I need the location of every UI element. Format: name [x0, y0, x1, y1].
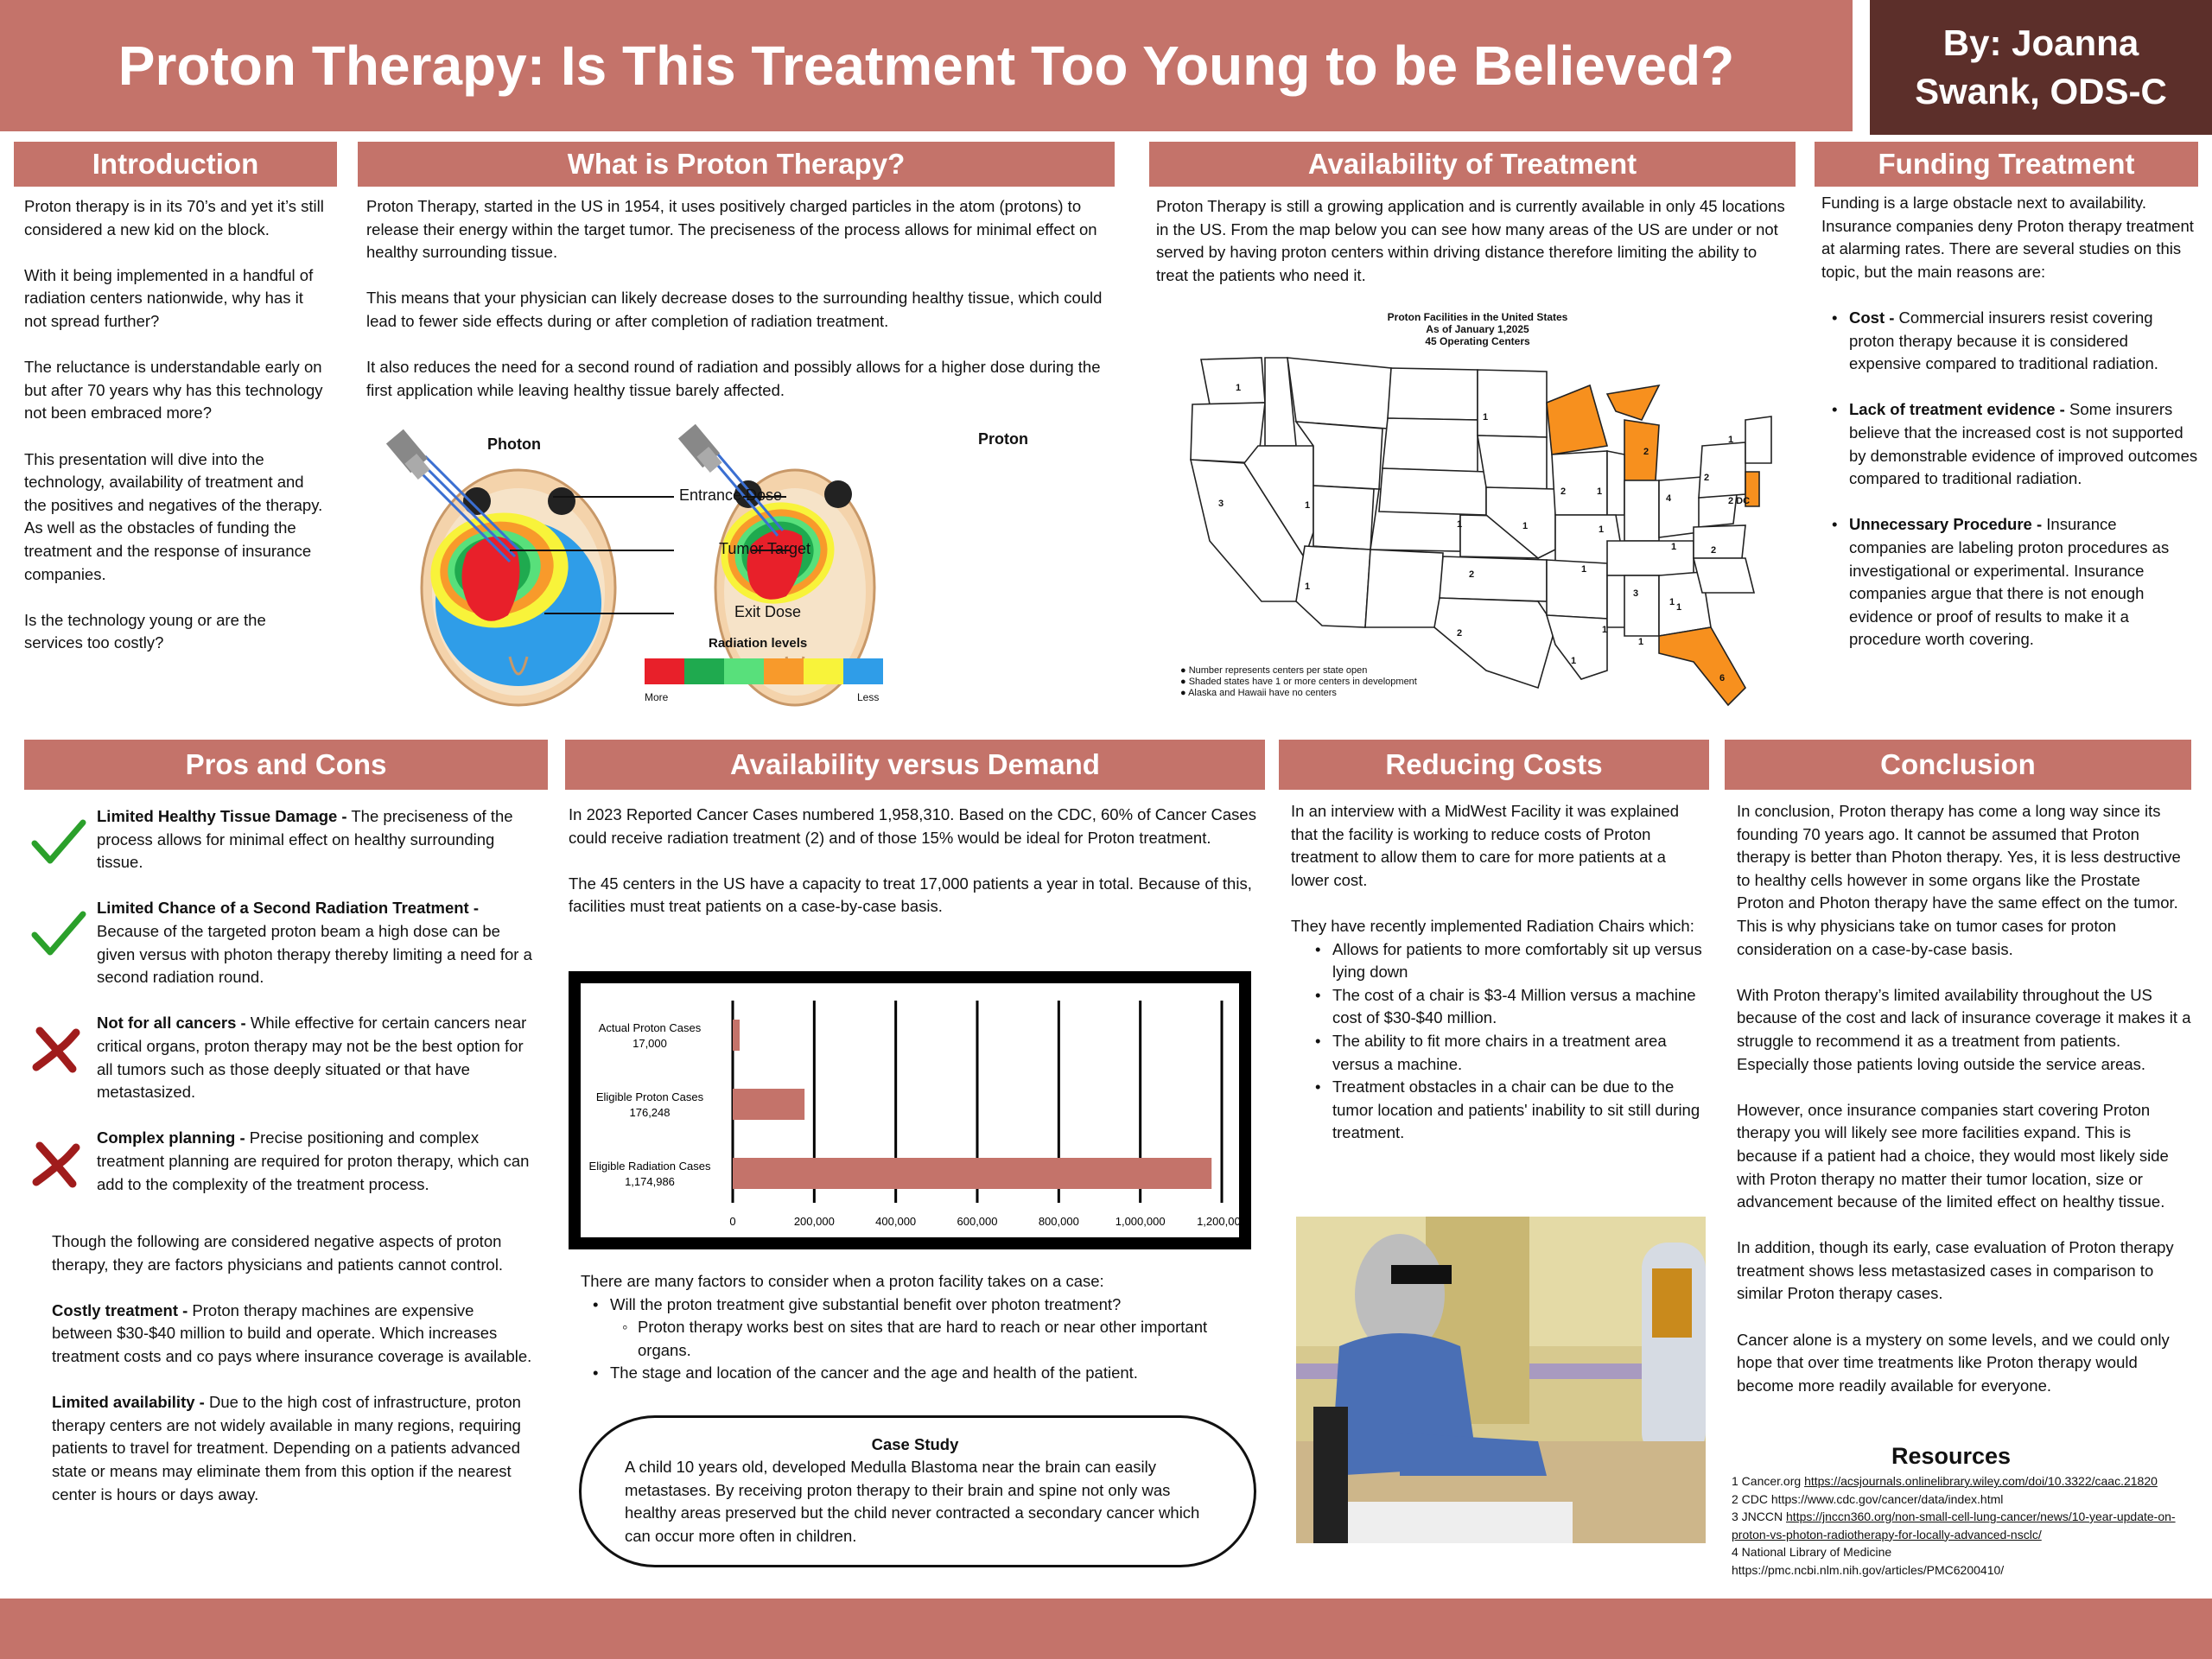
factor-sublist: [610, 1316, 1263, 1362]
footer-bar: [0, 1599, 2212, 1659]
radiation-legend-title: Radiation levels: [709, 636, 808, 651]
chair-benefit-item: • Allows for patients to more comfortably sit up versus lying down: [1305, 938, 1706, 984]
conclusion-paragraph: In addition, though its early, case evaluation of Proton therapy treatment shows less metastasized cases in comparison to similar Proton therapy cases.: [1737, 1238, 2174, 1303]
case-study-title: Case Study: [871, 1435, 959, 1453]
category-label: Actual Proton Cases: [598, 1021, 702, 1034]
factor-item: • The stage and location of the cancer and the age and health of the patient.: [582, 1362, 1263, 1385]
svg-text:2: 2: [1711, 545, 1717, 556]
category-label: Eligible Proton Cases: [595, 1090, 704, 1103]
what-paragraph: This means that your physician can likely decrease doses to the surrounding healthy tissue, which could lead to fewer side effects during or after completion of radiation treatment.: [366, 289, 1103, 330]
intro-paragraph: Proton therapy is in its 70’s and yet it’s still considered a new kid on the block.: [24, 197, 324, 238]
resources-list: [1732, 1472, 2195, 1579]
what-paragraph: It also reduces the need for a second round of radiation and possibly allows for a higher dose during the first application while leaving healthy tissue barely affected.: [366, 358, 1101, 399]
funding-heading: Funding Treatment: [1815, 142, 2198, 187]
intro-paragraph: The reluctance is understandable early on but after 70 years why has this technology not been embraced more?: [24, 358, 323, 423]
svg-text:1: 1: [1305, 500, 1311, 511]
pros-extra-intro: Though the following are considered negative aspects of proton therapy, they are factors physicians and patients cannot control.: [52, 1232, 504, 1274]
radiation-chair-photo: [1296, 1217, 1706, 1543]
x-mark-icon: [31, 1012, 97, 1103]
reducing-body: [1291, 800, 1706, 1145]
legend-more-label: More: [645, 691, 669, 703]
category-value-label: 17,000: [632, 1037, 667, 1050]
legend-swatch: [764, 658, 804, 684]
author-line-2: Swank, ODS-C: [1915, 71, 2167, 111]
svg-text:1: 1: [1676, 602, 1682, 613]
legend-swatch: [804, 658, 843, 684]
category-value-label: 1,174,986: [625, 1175, 675, 1188]
svg-text:1: 1: [1581, 564, 1587, 575]
radiation-chair-photo-graphic: [1296, 1217, 1706, 1543]
funding-reason-item: • Lack of treatment evidence - Some insurers believe that the increased cost is not supported by demonstrable evidence of improved outcomes compared to traditional radiation.: [1821, 398, 2198, 490]
map-title: Proton Facilities in the United States As of January 1,2025 45 Operating Centers: [1387, 311, 1568, 347]
category-label: Eligible Radiation Cases: [588, 1160, 711, 1173]
funding-reason-item: • Cost - Commercial insurers resist covering proton therapy because it is considered expensive compared to traditional radiation.: [1821, 307, 2198, 376]
avd-paragraph: The 45 centers in the US have a capacity to treat 17,000 patients a year in total. Because of this, facilities must treat patients on a case-by-case basis.: [569, 874, 1252, 916]
cases-bar-chart: [569, 971, 1251, 1249]
legend-less-label: Less: [857, 691, 880, 703]
svg-text:1: 1: [1597, 486, 1603, 497]
photon-proton-diagram: [380, 415, 1028, 717]
reducing-paragraph: They have recently implemented Radiation Chairs which:: [1291, 916, 1694, 935]
svg-text:1: 1: [1728, 435, 1734, 445]
chair-benefit-item: • The cost of a chair is $3-4 Million versus a machine cost of $30-$40 million.: [1305, 984, 1706, 1030]
resource-item: 3 JNCCN https://jnccn360.org/non-small-cell-lung-cancer/news/10-year-update-on-proton-vs-photon-radiotherapy-for-locally-advanced-nsclc/: [1732, 1510, 2176, 1541]
funding-reasons-list: [1821, 307, 2198, 652]
chart-bar: [733, 1020, 740, 1051]
factor-subitem: ◦ Proton therapy works best on sites that are hard to reach or near other important organs.: [610, 1316, 1263, 1362]
svg-text:3: 3: [1633, 588, 1639, 599]
reducing-heading: Reducing Costs: [1279, 740, 1709, 790]
conclusion-paragraph: Cancer alone is a mystery on some levels, and we could only hope that over time treatments like Proton therapy would become more readily available for everyone.: [1737, 1330, 2170, 1395]
what-paragraph: Proton Therapy, started in the US in 1954, it uses positively charged particles in the atom (protons) to release their energy within the target tumor. The preciseness of the process allows for minimal effect on healthy surrounding tissue.: [366, 197, 1097, 262]
conclusion-paragraph: However, once insurance companies start covering Proton therapy you will likely see more facilities expand. This is because if a patient had a choice, they would most likely side with Proton therapy no matter their tumor location, size or advancement because of the limited effect on healthy tissue.: [1737, 1100, 2169, 1211]
conclusion-paragraph: With Proton therapy’s limited availability throughout the US because of the cost and lack of insurance coverage it makes it a struggle to recommend it as a treatment from patients. Especially those patients loving outside the service areas.: [1737, 985, 2191, 1073]
entrance-dose-label: Entrance Dose: [679, 486, 783, 504]
case-study-box: [579, 1415, 1256, 1567]
svg-text:1: 1: [1602, 625, 1608, 635]
svg-text:3: 3: [1218, 499, 1224, 509]
x-tick-label: 1,000,000: [1115, 1215, 1166, 1228]
funding-reason-item: • Unnecessary Procedure - Insurance companies are labeling proton procedures as investigational or experimental. Insurance companies argue that there is not enough evidence or proof of results to make it a procedure worth covering.: [1821, 513, 2198, 652]
limited-availability-item: Limited availability - Due to the high cost of infrastructure, proton therapy centers are not widely available in many regions, requiring patients to travel for treatment. Depending on a patients advanced state or means may eliminate them from this option if the nearest center is hours or days away.: [52, 1393, 521, 1503]
x-tick-label: 200,000: [793, 1215, 835, 1228]
chair-benefit-item: • Treatment obstacles in a chair can be due to the tumor location and patients' inability to sit still during treatment.: [1305, 1076, 1706, 1145]
checkmark-icon: [31, 805, 97, 874]
funding-intro: Funding is a large obstacle next to availability. Insurance companies deny Proton therapy treatment at alarming rates. There are several studies on this topic, but the main reasons are:: [1821, 194, 2194, 281]
x-tick-label: 0: [729, 1215, 736, 1228]
chair-benefits-list: [1305, 938, 1706, 1145]
pros-cons-item: [31, 1127, 541, 1196]
pros-cons-item: [31, 897, 541, 988]
resource-link[interactable]: https://acsjournals.onlinelibrary.wiley.com/doi/10.3322/caac.21820: [1804, 1474, 2158, 1488]
chart-bar: [733, 1089, 804, 1120]
costly-treatment-item: Costly treatment - Proton therapy machines are expensive between $30-$40 million to build and operate. Which increases treatment costs and co pays where insurance coverage is available.: [52, 1300, 532, 1365]
photon-label: Photon: [487, 435, 541, 453]
factors-list: [582, 1294, 1263, 1385]
svg-text:1: 1: [1571, 656, 1577, 666]
legend-swatch: [843, 658, 883, 684]
funding-body: [1821, 192, 2198, 674]
svg-text:6: 6: [1719, 673, 1726, 683]
pros-cons-text: Not for all cancers - While effective for certain cancers near critical organs, proton therapy may not be the best option for all tumors such as those deeply situated or that have metastasized.: [97, 1014, 527, 1102]
resource-item: https://pmc.ncbi.nlm.nih.gov/articles/PMC6200410/: [1732, 1562, 2005, 1577]
pros-heading: Pros and Cons: [24, 740, 548, 790]
category-value-label: 176,248: [629, 1106, 671, 1119]
pros-cons-list: [31, 805, 541, 1219]
conclusion-heading: Conclusion: [1725, 740, 2191, 790]
poster-title: Proton Therapy: Is This Treatment Too Young to be Believed?: [0, 0, 1853, 131]
x-tick-label: 400,000: [875, 1215, 917, 1228]
intro-body: [24, 195, 328, 655]
svg-text:2: 2: [1469, 569, 1475, 580]
case-study-text: A child 10 years old, developed Medulla Blastoma near the brain can easily metastases. By receiving proton therapy to their brain and spine not only was healthy areas preserved but the child never contracted a secondary cancer which can occur more often in children.: [625, 1458, 1200, 1545]
what-body: [366, 195, 1109, 402]
legend-swatch: [645, 658, 684, 684]
legend-swatch: [684, 658, 724, 684]
svg-text:1: 1: [1669, 597, 1675, 607]
pros-cons-item: [31, 805, 541, 874]
pros-extra: [52, 1230, 536, 1506]
resource-link[interactable]: https://jnccn360.org/non-small-cell-lung-cancer/news/10-year-update-on-proton-vs-photon-radiotherapy-for-locally-advanced-nsclc/: [1732, 1510, 2176, 1541]
pros-cons-item: [31, 1012, 541, 1103]
intro-paragraph: Is the technology young or are the services too costly?: [24, 610, 266, 652]
resource-item: 2 CDC https://www.cdc.gov/cancer/data/index.html: [1732, 1491, 2004, 1506]
radiation-legend-bar: [645, 658, 883, 684]
availability-heading: Availability of Treatment: [1149, 142, 1796, 187]
checkmark-icon: [31, 897, 97, 988]
author-box: [1870, 0, 2212, 135]
svg-text:4: 4: [1666, 493, 1672, 504]
dc-count-label: 2 DC: [1728, 496, 1751, 506]
svg-text:1: 1: [1599, 524, 1605, 535]
reducing-paragraph: In an interview with a MidWest Facility it was explained that the facility is working to reduce costs of Proton treatment to allow them to care for more patients at a lower cost.: [1291, 802, 1679, 889]
us-proton-map: [1175, 308, 1780, 714]
intro-paragraph: With it being implemented in a handful of radiation centers nationwide, why has it not spread further?: [24, 265, 314, 330]
exit-dose-label: Exit Dose: [734, 603, 802, 620]
resources-heading: Resources: [1891, 1443, 2012, 1469]
us-map-graphic: [1175, 342, 1780, 705]
svg-text:1: 1: [1483, 412, 1489, 423]
photon-brain-image: [386, 429, 615, 705]
svg-text:2: 2: [1457, 628, 1463, 639]
chair-benefit-item: • The ability to fit more chairs in a treatment area versus a machine.: [1305, 1030, 1706, 1076]
svg-text:1: 1: [1522, 521, 1529, 531]
pros-cons-text: Complex planning - Precise positioning and complex treatment planning are required for proton therapy, which can add to the complexity of the treatment process.: [97, 1128, 530, 1193]
factors-block: [581, 1270, 1263, 1385]
avd-paragraph: In 2023 Reported Cancer Cases numbered 1,958,310. Based on the CDC, 60% of Cancer Cases could receive radiation treatment (2) and of those 15% would be ideal for Proton treatment.: [569, 805, 1256, 847]
resource-item: 4 National Library of Medicine: [1732, 1545, 1892, 1559]
pros-cons-text: Limited Chance of a Second Radiation Treatment - Because of the targeted proton beam a high dose can be given versus with photon therapy thereby limiting a need for a second radiation round.: [97, 899, 532, 987]
svg-text:2: 2: [1560, 486, 1567, 497]
legend-swatch: [724, 658, 764, 684]
avd-heading: Availability versus Demand: [565, 740, 1265, 790]
intro-heading: Introduction: [14, 142, 337, 187]
svg-text:1: 1: [1671, 542, 1677, 552]
svg-text:2: 2: [1643, 447, 1649, 457]
resource-item: 1 Cancer.org https://acsjournals.onlinelibrary.wiley.com/doi/10.3322/caac.21820: [1732, 1474, 2158, 1488]
svg-text:1: 1: [1638, 637, 1644, 647]
author-line-1: By: Joanna: [1942, 22, 2139, 63]
x-tick-label: 800,000: [1038, 1215, 1079, 1228]
map-notes: ● Number represents centers per state open ● Shaded states have 1 or more centers in development ● Alaska and Hawaii have no centers: [1180, 665, 1417, 698]
avd-body: [569, 804, 1260, 918]
proton-label: Proton: [978, 430, 1028, 448]
x-mark-icon: [31, 1127, 97, 1196]
tumor-target-label: Tumor Target: [719, 540, 811, 557]
svg-text:1: 1: [1305, 582, 1311, 592]
conclusion-body: [1737, 800, 2191, 1397]
pros-cons-text: Limited Healthy Tissue Damage - The preciseness of the process allows for minimal effect on healthy surrounding tissue.: [97, 807, 513, 872]
svg-text:2: 2: [1704, 473, 1710, 483]
factors-intro: There are many factors to consider when a proton facility takes on a case:: [581, 1272, 1104, 1290]
svg-text:1: 1: [1236, 383, 1242, 393]
factor-item: • Will the proton treatment give substantial benefit over photon treatment? ◦ Proton therapy works best on sites that are hard to reach or near other important organs.: [582, 1294, 1263, 1363]
chart-bar: [733, 1158, 1211, 1189]
what-heading: What is Proton Therapy?: [358, 142, 1115, 187]
svg-text:1: 1: [1457, 519, 1463, 530]
x-tick-label: 600,000: [957, 1215, 998, 1228]
x-tick-label: 1,200,000: [1197, 1215, 1247, 1228]
intro-paragraph: This presentation will dive into the technology, availability of treatment and the positives and negatives of the therapy. As well as the obstacles of funding the treatment and the response of insurance companies.: [24, 449, 323, 583]
availability-body: Proton Therapy is still a growing application and is currently available in only 45 locations in the US. From the map below you can see how many areas of the US are under or not served by having proton centers within driving distance therefore limiting the ability to treat the patients who need it.: [1156, 197, 1785, 284]
bar-chart-svg: [581, 983, 1247, 1237]
conclusion-paragraph: In conclusion, Proton therapy has come a long way since its founding 70 years ago. It cannot be assumed that Proton therapy is better than Photon therapy. Yes, it is less destructive to healthy cells however in some organs like the Prostate Proton and Photon therapy have the same effect on the tumor. This is why physicians take on tumor cases for proton consideration on a case-by-case basis.: [1737, 802, 2181, 958]
